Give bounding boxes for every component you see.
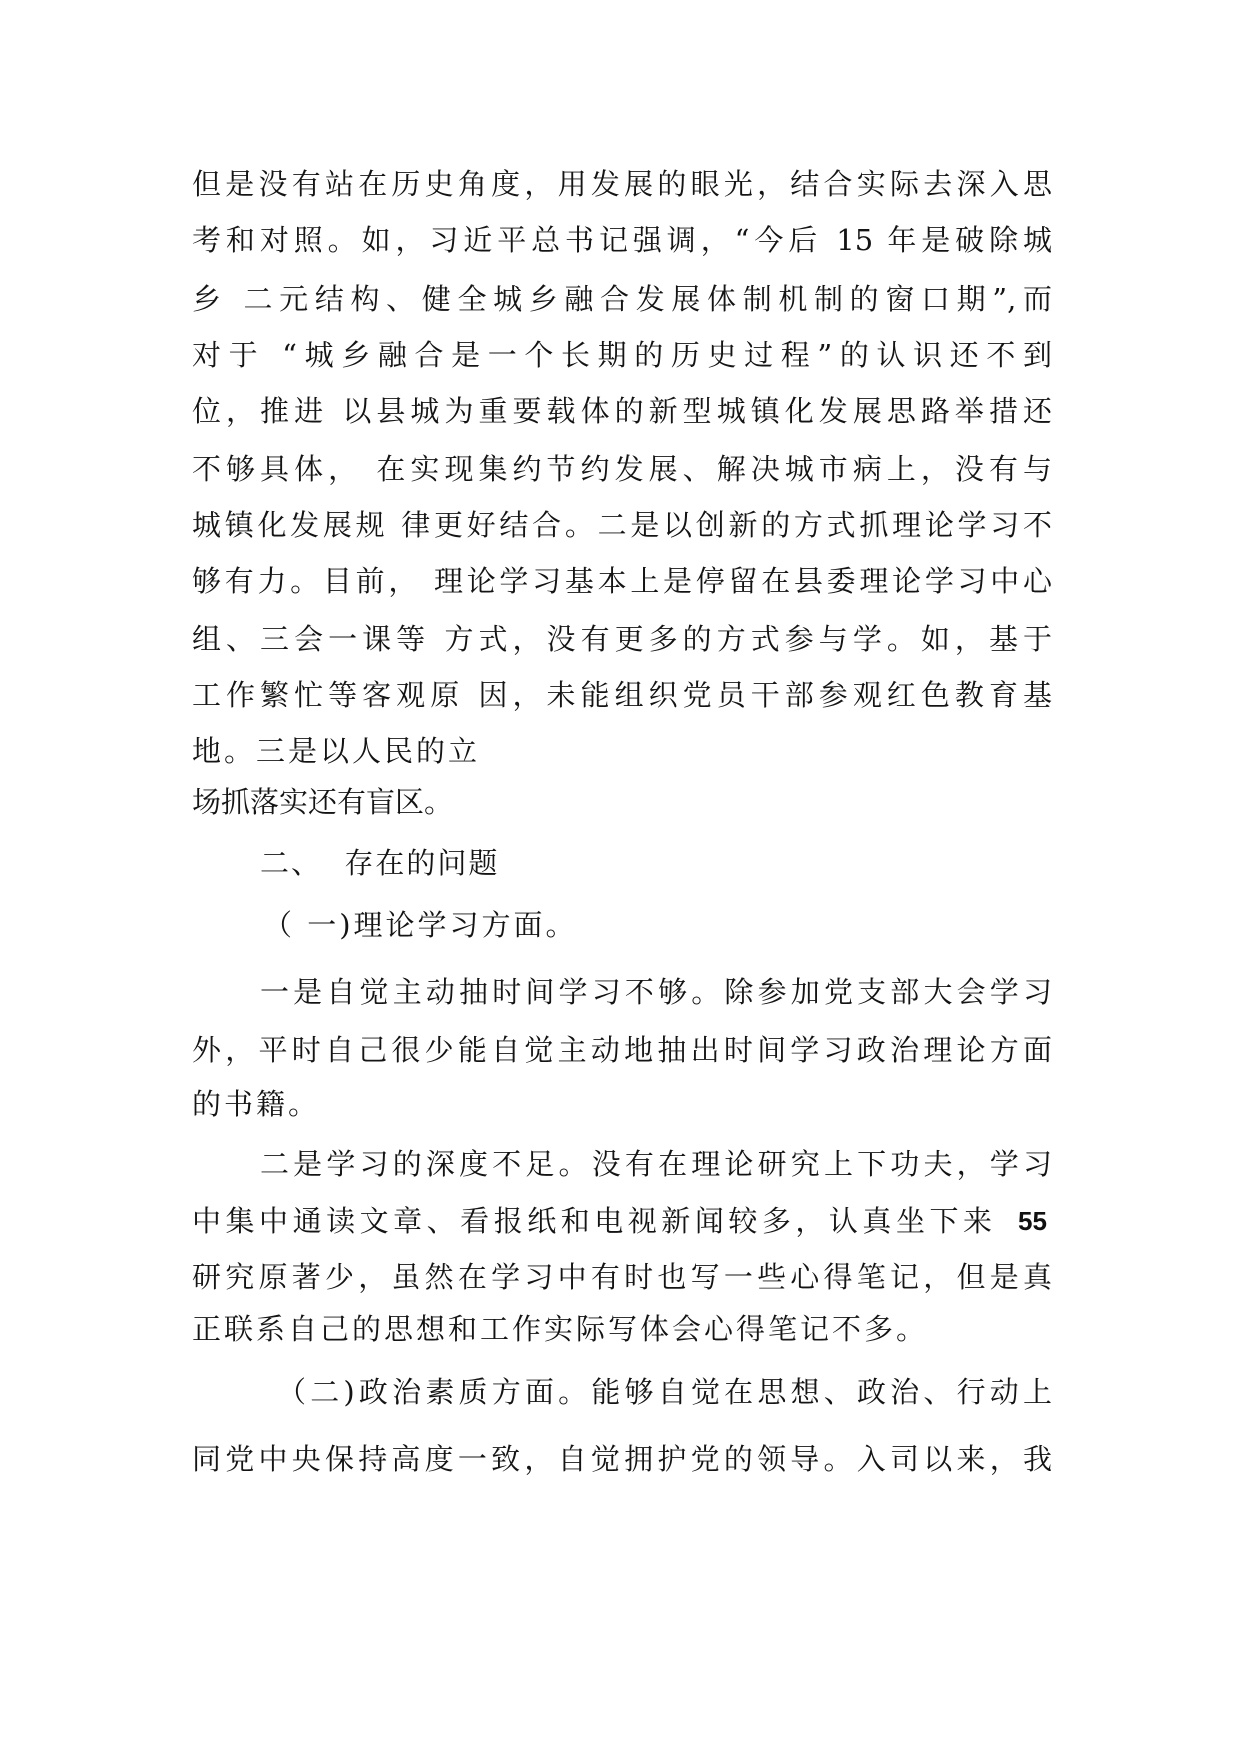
text-line: 中集中通读文章、看报纸和电视新闻较多，认真坐下来 xyxy=(192,1204,992,1238)
subsection-heading: （ 一)理论学习方面。 xyxy=(263,908,578,942)
text-line: 乡 二元结构、健全城乡融合发展体制机制的窗口期”,而 xyxy=(192,282,1052,316)
text-line: 正联系自己的思想和工作实际写体会心得笔记不多。 xyxy=(192,1312,929,1346)
subsection-heading: （二)政治素质方面。能够自觉在思想、政治、行动上 xyxy=(277,1375,1052,1409)
text-line: 位，推进 以县城为重要载体的新型城镇化发展思路举措还 xyxy=(192,394,1052,428)
text-line: 工作繁忙等客观原 因，未能组织党员干部参观红色教育基 xyxy=(192,678,1052,712)
text-line: 考和对照。如，习近平总书记强调，“今后 15 年是破除城 xyxy=(192,223,1052,257)
text-line: 组、三会一课等 方式，没有更多的方式参与学。如，基于 xyxy=(192,622,1052,656)
text-line: 二是学习的深度不足。没有在理论研究上下功夫，学习 xyxy=(260,1147,1052,1181)
text-line: 地。三是以人民的立 xyxy=(192,734,481,768)
text-line: 但是没有站在历史角度，用发展的眼光，结合实际去深入思 xyxy=(192,167,1052,201)
text-line: 城镇化发展规 律更好结合。二是以创新的方式抓理论学习不 xyxy=(192,508,1052,542)
section-heading: 二、 存在的问题 xyxy=(260,846,500,880)
text-line: 研究原著少，虽然在学习中有时也写一些心得笔记，但是真 xyxy=(192,1260,1052,1294)
text-line: 同党中央保持高度一致，自觉拥护党的领导。入司以来，我 xyxy=(192,1442,1052,1476)
text-line: 不够具体， 在实现集约节约发展、解决城市病上，没有与 xyxy=(192,452,1052,486)
text-line: 对于 “城乡融合是一个长期的历史过程”的认识还不到 xyxy=(192,338,1052,372)
text-line: 够有力。目前， 理论学习基本上是停留在县委理论学习中心 xyxy=(192,564,1052,598)
text-line: 外，平时自己很少能自觉主动地抽出时间学习政治理论方面 xyxy=(192,1033,1052,1067)
text-line: 一是自觉主动抽时间学习不够。除参加党支部大会学习 xyxy=(260,975,1052,1009)
text-line: 场抓落实还有盲区。 xyxy=(192,785,454,819)
text-line: 的书籍。 xyxy=(192,1087,321,1121)
margin-number: 55 xyxy=(1018,1206,1047,1236)
